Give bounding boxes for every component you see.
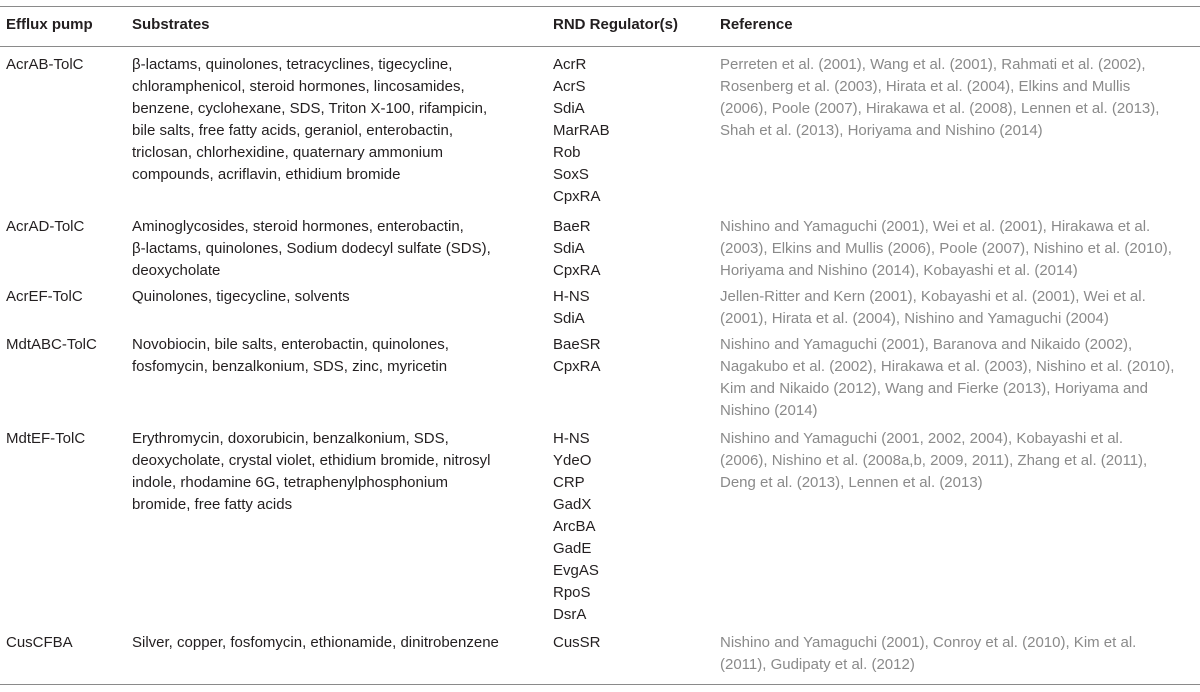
header-substrates: Substrates bbox=[132, 16, 210, 33]
substrates-cell: β-lactams, quinolones, tetracyclines, tigecycline, chloramphenicol, steroid hormones, lincosamides, benzene, cyclohexane, SDS, Triton X-100, rifampicin, bile salts, free fatty acids, geraniol, enterobactin, triclosan, chlorhexidine, quaternary ammonium compounds, acriflavin, ethidium bromide bbox=[132, 56, 488, 183]
regulator-item: MarRAB bbox=[553, 122, 610, 139]
regulator-item: EvgAS bbox=[553, 562, 599, 579]
regulators-list bbox=[553, 428, 703, 626]
substrates-cell: Silver, copper, fosfomycin, ethionamide, dinitrobenzene bbox=[132, 634, 499, 651]
regulators-list bbox=[553, 334, 703, 378]
regulator-item: GadX bbox=[553, 496, 592, 513]
regulator-item: H-NS bbox=[553, 430, 590, 447]
pump-name: AcrEF-TolC bbox=[6, 288, 83, 305]
regulator-item: GadE bbox=[553, 540, 592, 557]
regulator-item: SdiA bbox=[553, 310, 585, 327]
reference-cell: Nishino and Yamaguchi (2001), Wei et al. (2001), Hirakawa et al. (2003), Elkins and Mullis (2006), Poole (2007), Nishino et al. (2010), Horiyama and Nishino (2014), Kobayashi et al. (2014) bbox=[720, 218, 1172, 279]
regulator-item: H-NS bbox=[553, 288, 590, 305]
regulators-list bbox=[553, 216, 703, 282]
pump-name: CusCFBA bbox=[6, 634, 73, 651]
pump-name: MdtEF-TolC bbox=[6, 430, 86, 447]
reference-cell: Nishino and Yamaguchi (2001), Conroy et al. (2010), Kim et al. (2011), Gudipaty et al. (2012) bbox=[720, 634, 1137, 673]
substrates-cell: Quinolones, tigecycline, solvents bbox=[132, 288, 350, 305]
reference-cell: Perreten et al. (2001), Wang et al. (2001), Rahmati et al. (2002), Rosenberg et al. (2003), Hirata et al. (2004), Elkins and Mullis (2006), Poole (2007), Hirakawa et al. (2008), Lennen et al. (2013), Shah et al. (2013), Horiyama and Nishino (2014) bbox=[720, 56, 1160, 139]
header-efflux-pump: Efflux pump bbox=[6, 16, 93, 33]
pump-name: AcrAD-TolC bbox=[6, 218, 85, 235]
regulators-list bbox=[553, 632, 703, 654]
reference-cell: Jellen-Ritter and Kern (2001), Kobayashi et al. (2001), Wei et al. (2001), Hirata et al. (2004), Nishino and Yamaguchi (2004) bbox=[720, 288, 1146, 327]
regulator-item: AcrR bbox=[553, 56, 587, 73]
regulator-item: CRP bbox=[553, 474, 585, 491]
header-regulators: RND Regulator(s) bbox=[553, 16, 679, 33]
regulator-item: SoxS bbox=[553, 166, 589, 183]
regulators-list bbox=[553, 286, 703, 330]
regulator-item: CusSR bbox=[553, 634, 601, 651]
pump-name: MdtABC-TolC bbox=[6, 336, 97, 353]
regulator-item: BaeR bbox=[553, 218, 591, 235]
regulator-item: RpoS bbox=[553, 584, 591, 601]
regulator-item: BaeSR bbox=[553, 336, 601, 353]
regulator-item: CpxRA bbox=[553, 358, 601, 375]
substrates-cell: Aminoglycosides, steroid hormones, enterobactin, β-lactams, quinolones, Sodium dodecyl sulfate (SDS), deoxycholate bbox=[132, 218, 491, 279]
regulator-item: CpxRA bbox=[553, 188, 601, 205]
regulator-item: DsrA bbox=[553, 606, 587, 623]
regulator-item: SdiA bbox=[553, 240, 585, 257]
reference-cell: Nishino and Yamaguchi (2001, 2002, 2004), Kobayashi et al. (2006), Nishino et al. (2008a,b, 2009, 2011), Zhang et al. (2011), Deng et al. (2013), Lennen et al. (2013) bbox=[720, 430, 1148, 491]
table-bottom-rule bbox=[0, 684, 1200, 685]
regulator-item: AcrS bbox=[553, 78, 586, 95]
regulator-item: SdiA bbox=[553, 100, 585, 117]
table-header-rule bbox=[0, 46, 1200, 47]
table-top-rule bbox=[0, 6, 1200, 7]
header-reference: Reference bbox=[720, 16, 793, 33]
regulator-item: CpxRA bbox=[553, 262, 601, 279]
regulators-list bbox=[553, 54, 703, 208]
regulator-item: Rob bbox=[553, 144, 581, 161]
regulator-item: YdeO bbox=[553, 452, 592, 469]
pump-name: AcrAB-TolC bbox=[6, 56, 84, 73]
regulator-item: ArcBA bbox=[553, 518, 596, 535]
reference-cell: Nishino and Yamaguchi (2001), Baranova and Nikaido (2002), Nagakubo et al. (2002), Hirakawa et al. (2003), Nishino et al. (2010), Kim and Nikaido (2012), Wang and Fierke (2013), Horiyama and Nishino (2014) bbox=[720, 336, 1175, 419]
table-header-row bbox=[0, 14, 1200, 40]
substrates-cell: Novobiocin, bile salts, enterobactin, quinolones, fosfomycin, benzalkonium, SDS, zinc, myricetin bbox=[132, 336, 449, 375]
substrates-cell: Erythromycin, doxorubicin, benzalkonium, SDS, deoxycholate, crystal violet, ethidium bromide, nitrosyl indole, rhodamine 6G, tetraphenylphosphonium bromide, free fatty acids bbox=[132, 430, 491, 513]
